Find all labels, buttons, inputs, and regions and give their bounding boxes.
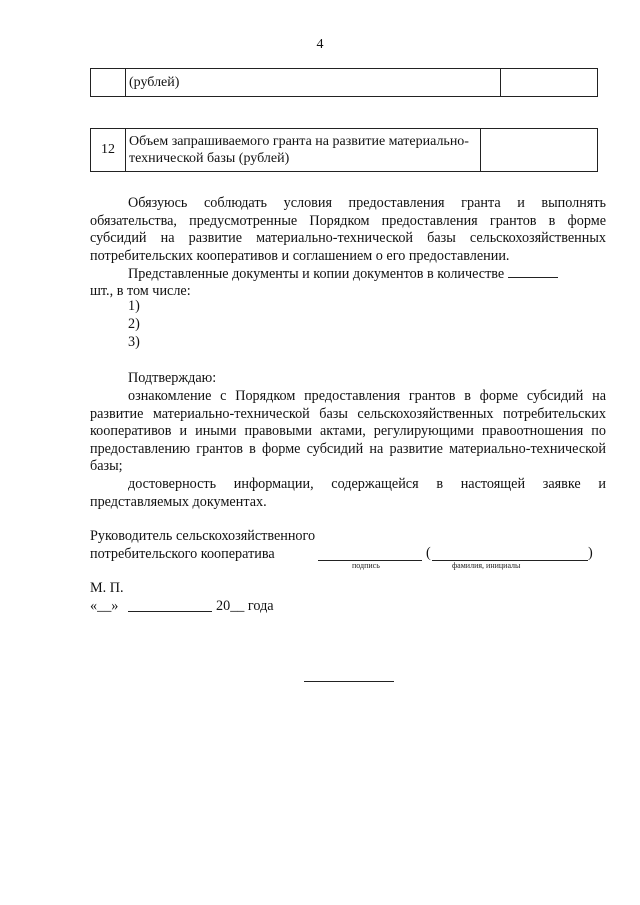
name-caption: фамилия, инициалы	[452, 561, 521, 570]
table-top-fragment	[90, 68, 598, 97]
date-day: «__»	[90, 598, 119, 614]
commitment-paragraph	[90, 195, 606, 265]
table-cell-label: (рублей)	[126, 69, 501, 97]
name-initials-field[interactable]	[432, 546, 588, 561]
confirm-text-1: ознакомление с Порядком предоставления грантов в форме субсидий на развитие материально-технической базы сельскохозяйственных потребительских кооперативов и иными правовыми актами, регулирующими правоотношения по предоставлению грантов в форме субсидий на развитие материально-технической базы;	[90, 388, 606, 475]
table-cell-value	[481, 129, 598, 172]
name-close-paren: )	[588, 545, 593, 561]
signature-field[interactable]	[318, 546, 422, 561]
table-row	[91, 69, 598, 97]
confirm-paragraph-2	[90, 476, 606, 511]
table-cell-label: Объем запрашиваемого гранта на развитие материально-технической базы (рублей)	[126, 129, 481, 172]
list-item: 1)	[128, 298, 140, 314]
table-cell-number: 12	[91, 129, 126, 172]
date-month-field[interactable]	[128, 598, 212, 612]
list-item: 3)	[128, 334, 140, 350]
name-open-paren: (	[426, 545, 431, 561]
signature-caption: подпись	[352, 561, 380, 570]
closing-separator-line	[304, 681, 394, 682]
documents-paragraph	[90, 265, 606, 284]
documents-count-blank[interactable]	[508, 265, 558, 278]
confirm-text-2: достоверность информации, содержащейся в настоящей заявке и представляемых документах.	[90, 476, 606, 510]
table-cell-number	[91, 69, 126, 97]
documents-line	[90, 265, 606, 284]
confirm-paragraph-1	[90, 388, 606, 476]
table-row	[91, 129, 598, 172]
date-year: 20__ года	[216, 598, 274, 614]
documents-text: Представленные документы и копии документов в количестве	[128, 266, 505, 282]
table-cell-value	[501, 69, 598, 97]
commitment-text: Обязуюсь соблюдать условия предоставления гранта и выполнять обязательства, предусмотренные Порядком предоставления грантов в форме субсидий на развитие материально-технической базы сельскохозяйственных потребительских кооперативов и соглашением о его предоставлении.	[90, 195, 606, 264]
documents-continuation: шт., в том числе:	[90, 283, 191, 299]
confirm-heading: Подтверждаю:	[128, 370, 217, 386]
page-number: 4	[316, 37, 324, 52]
list-item: 2)	[128, 316, 140, 332]
signatory-title-line1: Руководитель сельскохозяйственного	[90, 528, 316, 544]
signatory-title-line2: потребительского кооператива	[90, 546, 275, 562]
table-item-12	[90, 128, 598, 172]
stamp-label: М. П.	[90, 580, 124, 596]
